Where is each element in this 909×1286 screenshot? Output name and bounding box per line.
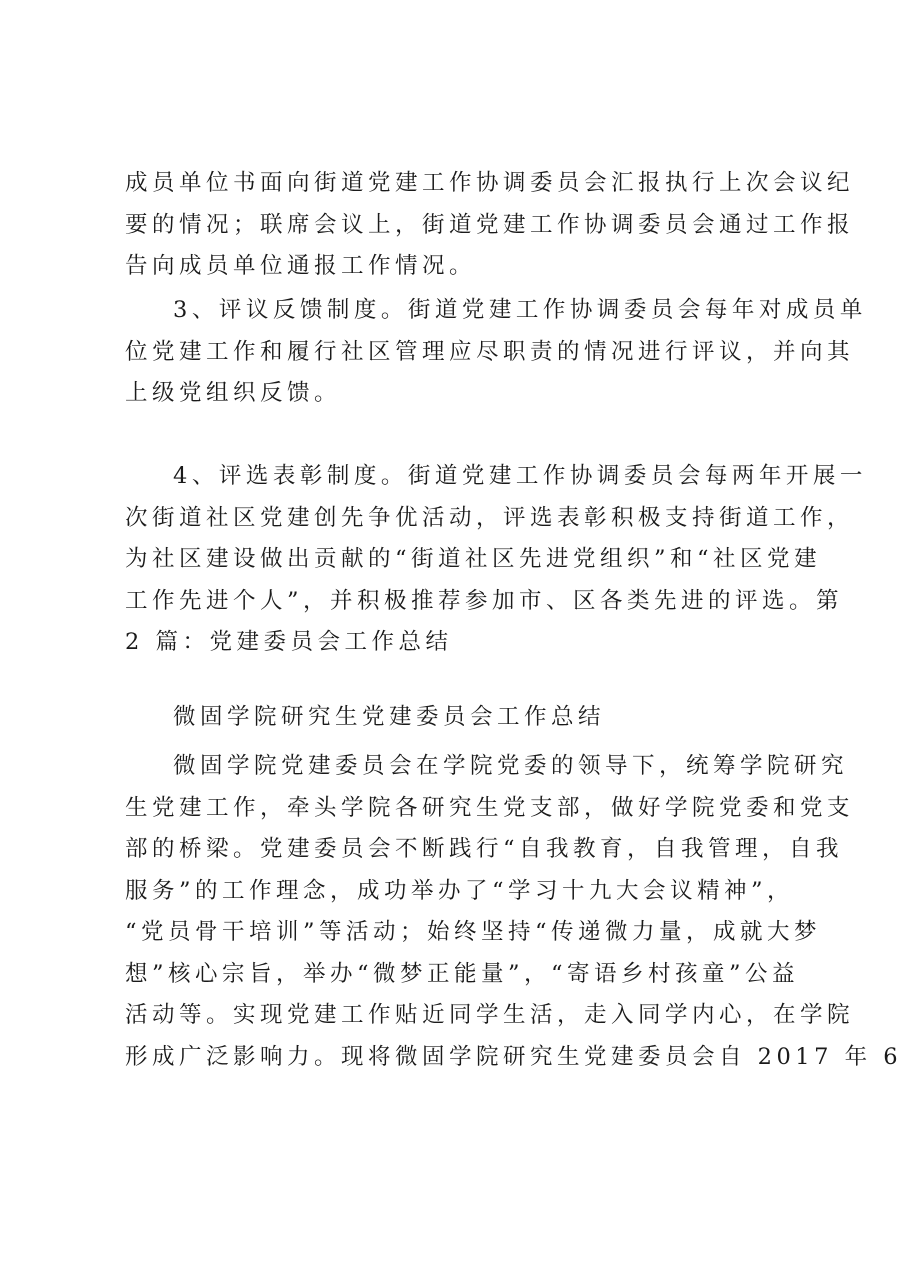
title-line: 微固学院研究生党建委员会工作总结 (173, 704, 606, 730)
text-line: 要的情况；联席会议上，街道党建工作协调委员会通过工作报 (125, 211, 855, 238)
paragraph-report-execution (125, 163, 855, 288)
text-line: 微固学院党建委员会在学院党委的领导下，统筹学院研究 (173, 753, 849, 779)
text-line: 服务”的工作理念，成功举办了“学习十九大会议精神”， (125, 877, 795, 904)
paragraph-review-feedback (125, 290, 867, 415)
text-line: 部的桥梁。党建委员会不断践行“自我教育，自我管理，自我 (125, 836, 844, 862)
text-line: 工作先进个人”，并积极推荐参加市、区各类先进的评选。第 (125, 587, 844, 614)
text-line: 形成广泛影响力。现将微固学院研究生党建委员会自 2017 年 6 (125, 1043, 903, 1070)
text-line: 告向成员单位通报工作情况。 (125, 253, 477, 279)
text-line: “党员骨干培训”等活动；始终坚持“传递微力量，成就大梦 (125, 919, 822, 945)
text-line: 生党建工作，牵头学院各研究生党支部，做好学院党委和党支 (125, 794, 855, 821)
text-line: 上级党组织反馈。 (125, 380, 342, 406)
text-line: 活动等。实现党建工作贴近同学生活，走入同学内心，在学院 (125, 1002, 855, 1028)
text-line: 成员单位书面向街道党建工作协调委员会汇报执行上次会议纪 (125, 170, 855, 196)
section-heading: 2 篇：党建委员会工作总结 (125, 629, 453, 655)
text-line: 4、评选表彰制度。街道党建工作协调委员会每两年开展一 (173, 463, 867, 489)
text-line: 3、评议反馈制度。街道党建工作协调委员会每年对成员单 (173, 297, 867, 323)
text-line: 位党建工作和履行社区管理应尽职责的情况进行评议，并向其 (125, 338, 855, 365)
paragraph-summary (125, 746, 903, 1078)
document-title (125, 697, 800, 739)
paragraph-selection-commendation (125, 456, 867, 664)
text-line: 次街道社区党建创先争优活动，评选表彰积极支持街道工作， (125, 504, 855, 531)
text-line: 为社区建设做出贡献的“街道社区先进党组织”和“社区党建 (125, 546, 822, 572)
text-line: 想”核心宗旨，举办“微梦正能量”，“寄语乡村孩童”公益 (125, 960, 800, 987)
